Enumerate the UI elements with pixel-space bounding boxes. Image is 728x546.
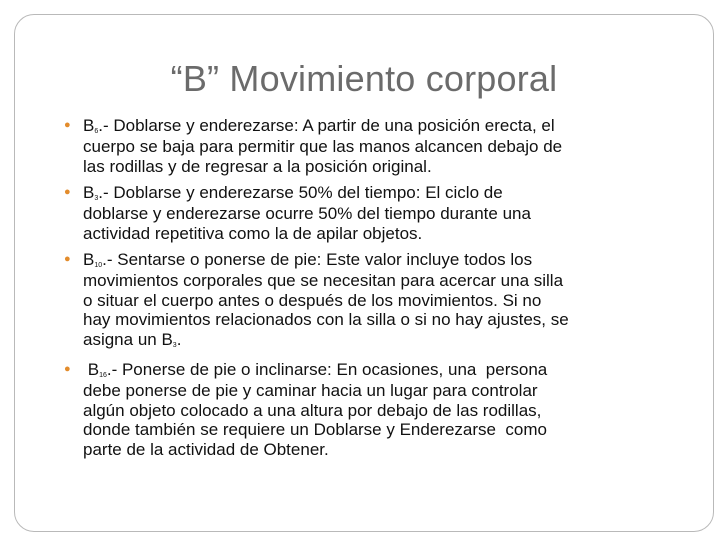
bullet-marker-icon: ● <box>64 363 71 375</box>
bullet-marker-icon: ● <box>64 253 71 265</box>
bullet-last-line <box>83 330 698 350</box>
bullet-text-line: o situar el cuerpo antes o después de los movimientos. Si no <box>83 290 542 310</box>
bullet-code: B <box>83 183 95 202</box>
bullet-text: . <box>176 329 182 349</box>
bullet-text: asigna un B <box>83 329 173 349</box>
bullet-code: B <box>83 250 95 269</box>
bullet-list <box>64 115 698 459</box>
bullet-marker-icon: ● <box>64 186 71 198</box>
bullet-first-line <box>83 249 698 271</box>
slide-title: “B” Movimiento corporal <box>170 58 558 99</box>
bullet-item-b16 <box>64 359 698 459</box>
bullet-code-subscript: 16 <box>99 372 107 379</box>
bullet-first-line <box>83 115 698 137</box>
bullet-item-b10 <box>64 249 698 349</box>
bullet-text: .- Sentarse o ponerse de pie: Este valor incluye todos los <box>102 250 533 269</box>
bullet-item-b3 <box>64 182 698 243</box>
bullet-first-line <box>83 359 698 381</box>
bullet-code-subscript: 10 <box>94 262 103 269</box>
bullet-text-line: doblarse y enderezarse ocurre 50% del tiempo durante una <box>83 204 531 223</box>
bullet-first-line <box>83 182 698 204</box>
bullet-text-line: algún objeto colocado a una altura por debajo de las rodillas, <box>83 400 542 420</box>
bullet-marker-icon: ● <box>64 119 71 131</box>
bullet-code-subscript: 6 <box>94 128 99 135</box>
bullet-text-line: donde también se requiere un Doblarse y Enderezarse como <box>83 420 547 439</box>
bullet-text-line: cuerpo se baja para permitir que las manos alcancen debajo de <box>83 137 563 156</box>
bullet-item-b6 <box>64 115 698 176</box>
bullet-text-line: actividad repetitiva como la de apilar objetos. <box>83 223 423 243</box>
bullet-code: B <box>83 360 100 379</box>
bullet-text-line: movimientos corporales que se necesitan para acercar una silla <box>83 271 564 290</box>
bullet-text-line: hay movimientos relacionados con la silla o si no hay ajustes, se <box>83 310 569 329</box>
bullet-text: .- Doblarse y enderezarse 50% del tiempo: El ciclo de <box>98 183 503 202</box>
bullet-code: B <box>83 116 95 135</box>
bullet-text: .- Ponerse de pie o inclinarse: En ocasiones, una persona <box>106 360 548 379</box>
bullet-text: .- Doblarse y enderezarse: A partir de una posición erecta, el <box>98 116 555 135</box>
bullet-code-subscript: 3 <box>172 341 177 349</box>
bullet-code-subscript: 3 <box>94 195 99 202</box>
bullet-text-line: debe ponerse de pie y caminar hacia un lugar para controlar <box>83 381 538 400</box>
bullet-text-line: parte de la actividad de Obtener. <box>83 439 329 459</box>
bullet-text-line: las rodillas y de regresar a la posición original. <box>83 156 432 176</box>
